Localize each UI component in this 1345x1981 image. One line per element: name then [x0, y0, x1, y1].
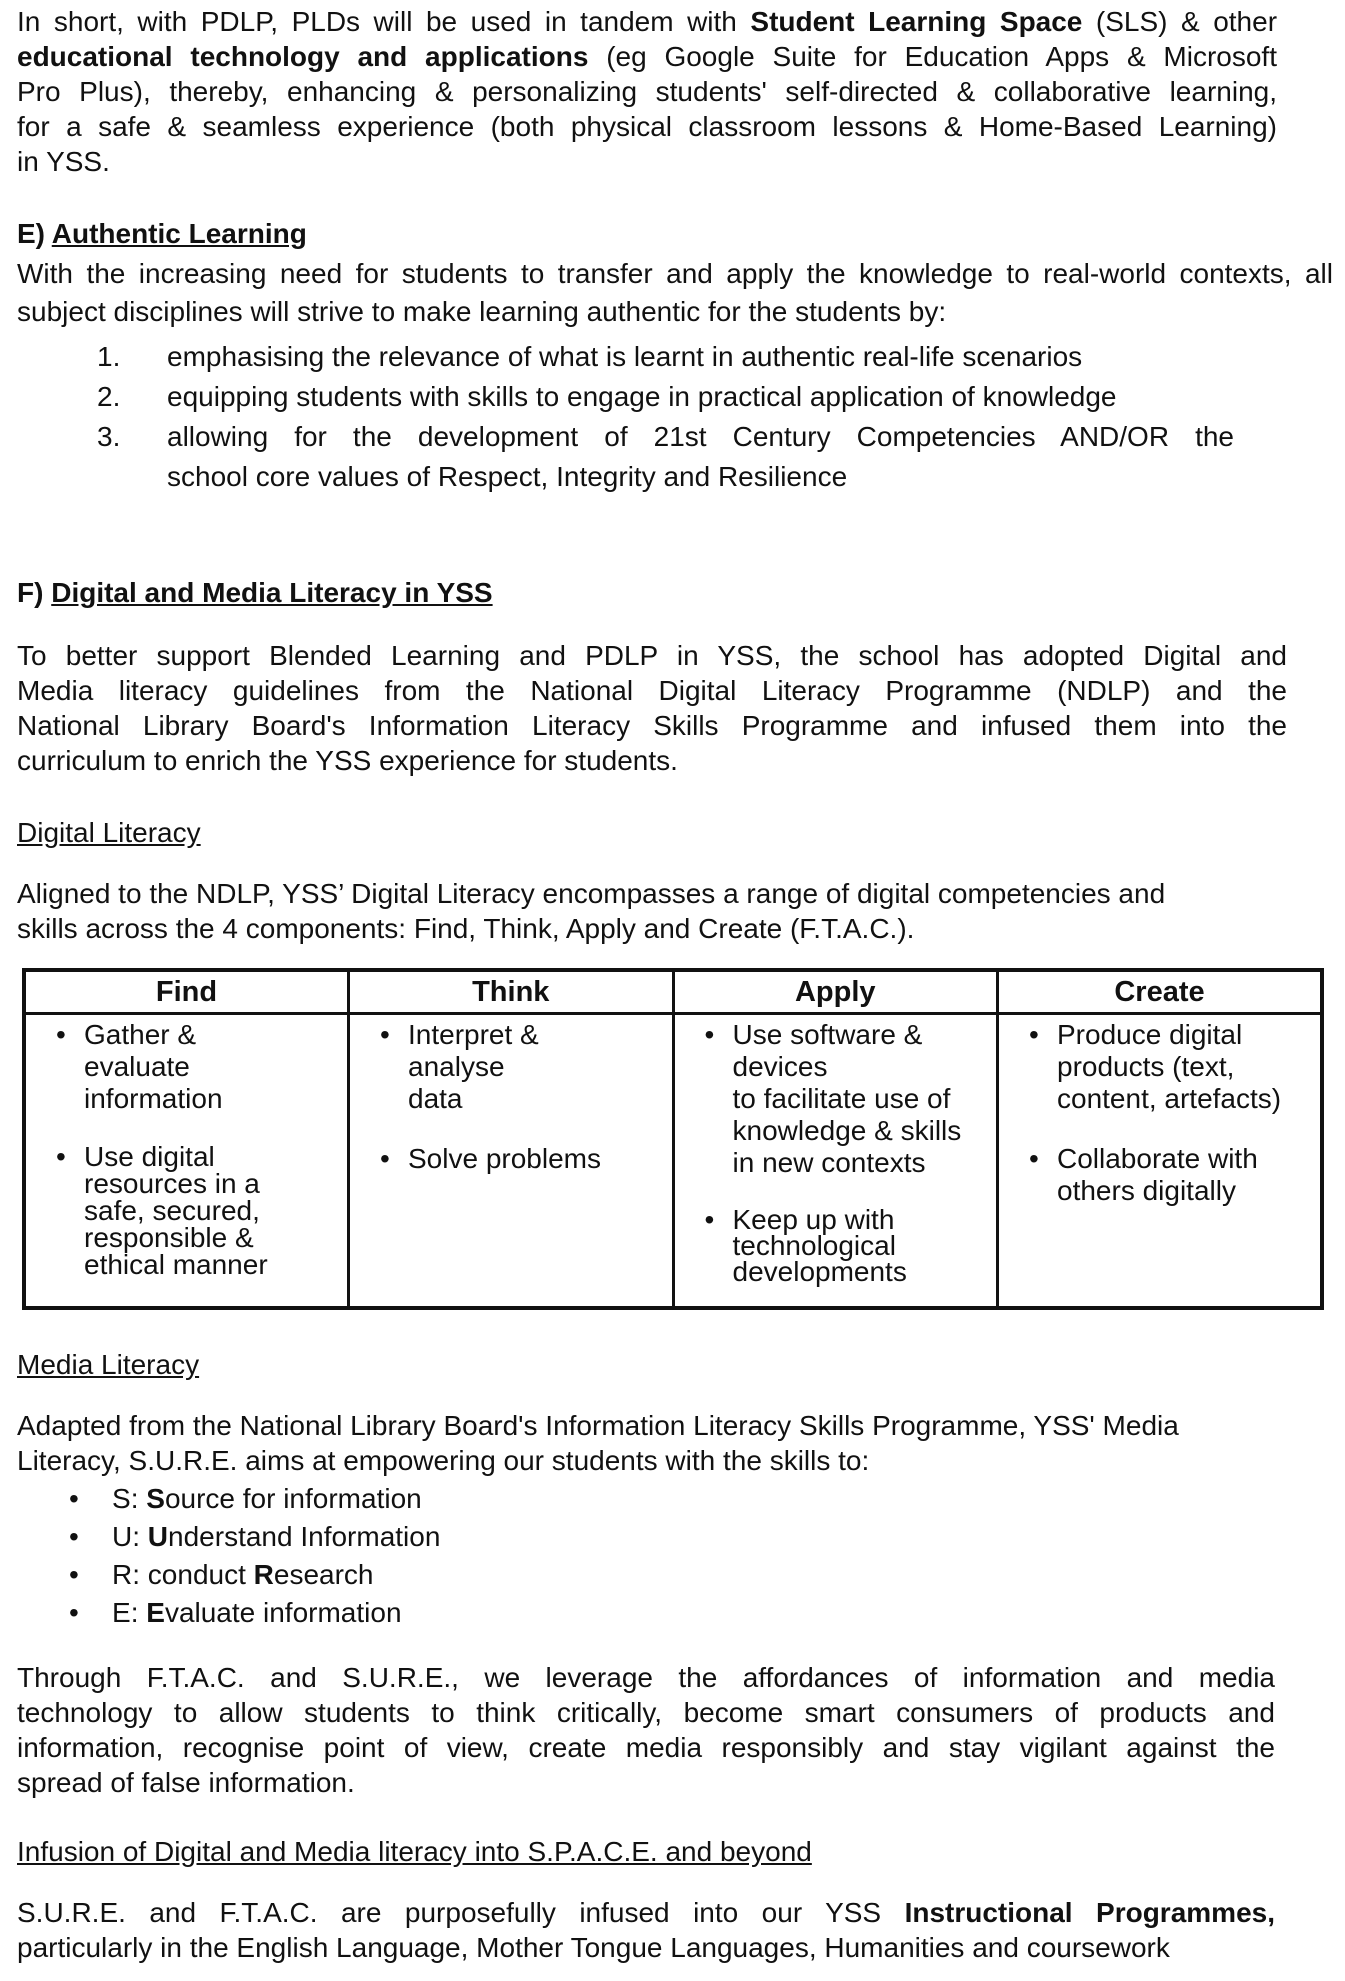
- cell-bullet-item: • Interpret & analyse data: [380, 1019, 539, 1114]
- table-header-create: Create: [998, 970, 1323, 1014]
- sure-list: [17, 1480, 1287, 1632]
- cell-bullet-item: • Solve problems: [380, 1143, 601, 1174]
- intro-line: educational technology and applications (eg Google Suite for Education Apps & Microsoft: [17, 41, 1277, 72]
- digital-literacy-heading: Digital Literacy: [17, 817, 201, 848]
- intro-paragraph: [17, 4, 1277, 179]
- list-item: • S: Source for information: [69, 1483, 422, 1514]
- section-f-heading: F) Digital and Media Literacy in YSS: [17, 577, 493, 608]
- table-header-find: Find: [24, 970, 349, 1014]
- list-item: 1. emphasising the relevance of what is learnt in authentic real-life scenarios: [97, 341, 1083, 372]
- cell-bullet-item: • Use software & devices to facilitate use of knowledge & skills in new contexts: [704, 1019, 962, 1178]
- list-item: • R: conduct Research: [69, 1559, 374, 1590]
- section-e-intro: With the increasing need for students to transfer and apply the knowledge to real-world contexts, all subject disciplines will strive to make learning authentic for the students by:: [17, 258, 1333, 327]
- table-cell-think: [349, 1014, 674, 1309]
- intro-line: In short, with PDLP, PLDs will be used in tandem with Student Learning Space (SLS) & other: [17, 6, 1278, 37]
- table-cell-create: [998, 1014, 1323, 1309]
- table-cell-find: [24, 1014, 349, 1309]
- intro-line: in YSS.: [17, 146, 110, 177]
- cell-bullet-item: • Collaborate with others digitally: [1029, 1143, 1258, 1206]
- list-item: • U: Understand Information: [69, 1521, 441, 1552]
- list-item: 2. equipping students with skills to engage in practical application of knowledge: [97, 381, 1117, 412]
- cell-bullet-item: • Produce digital products (text, content, artefacts): [1029, 1019, 1282, 1114]
- cell-bullet-item: • Use digital resources in a safe, secured, responsible & ethical manner: [56, 1141, 268, 1280]
- intro-line: Pro Plus), thereby, enhancing & personalizing students' self-directed & collaborative learning,: [17, 76, 1277, 107]
- authentic-learning-list: [17, 337, 1237, 497]
- digital-literacy-paragraph: Aligned to the NDLP, YSS’ Digital Literacy encompasses a range of digital competencies and skills across the 4 components: Find, Think, Apply and Create (F.T.A.C.).: [17, 878, 1166, 944]
- section-e-heading: E) Authentic Learning: [17, 218, 307, 249]
- cell-bullet-item: • Gather & evaluate information: [56, 1019, 223, 1114]
- list-item: • E: Evaluate information: [69, 1597, 402, 1628]
- infusion-heading: Infusion of Digital and Media literacy into S.P.A.C.E. and beyond: [17, 1836, 812, 1867]
- table-header-apply: Apply: [673, 970, 998, 1014]
- section-f-paragraph: To better support Blended Learning and PDLP in YSS, the school has adopted Digital and Media literacy guidelines from the National Digital Literacy Programme (NDLP) and the National Library Board's Information Literacy Skills Programme and infused them into the curriculum to enrich the YSS experience for students.: [17, 640, 1287, 776]
- media-literacy-paragraph: Adapted from the National Library Board's Information Literacy Skills Programme, YSS' Media Literacy, S.U.R.E. aims at empowering our students with the skills to:: [17, 1410, 1179, 1476]
- infusion-paragraph: S.U.R.E. and F.T.A.C. are purposefully infused into our YSS Instructional Programmes, particularly in the English Language, Mother Tongue Languages, Humanities and coursework: [17, 1897, 1275, 1963]
- list-item: 3. allowing for the development of 21st Century Competencies AND/OR the school core values of Respect, Integrity and Resilience: [97, 421, 1234, 492]
- table-header-think: Think: [349, 970, 674, 1014]
- media-literacy-heading: Media Literacy: [17, 1349, 200, 1380]
- through-paragraph: Through F.T.A.C. and S.U.R.E., we leverage the affordances of information and media technology to allow students to think critically, become smart consumers of products and information, recognise point of view, create media responsibly and stay vigilant against the spread of false information.: [17, 1662, 1275, 1798]
- ftac-table: [22, 968, 1324, 1310]
- intro-line: for a safe & seamless experience (both physical classroom lessons & Home-Based Learning): [17, 111, 1277, 142]
- cell-bullet-item: • Keep up with technological developments: [704, 1204, 907, 1287]
- table-cell-apply: [673, 1014, 998, 1309]
